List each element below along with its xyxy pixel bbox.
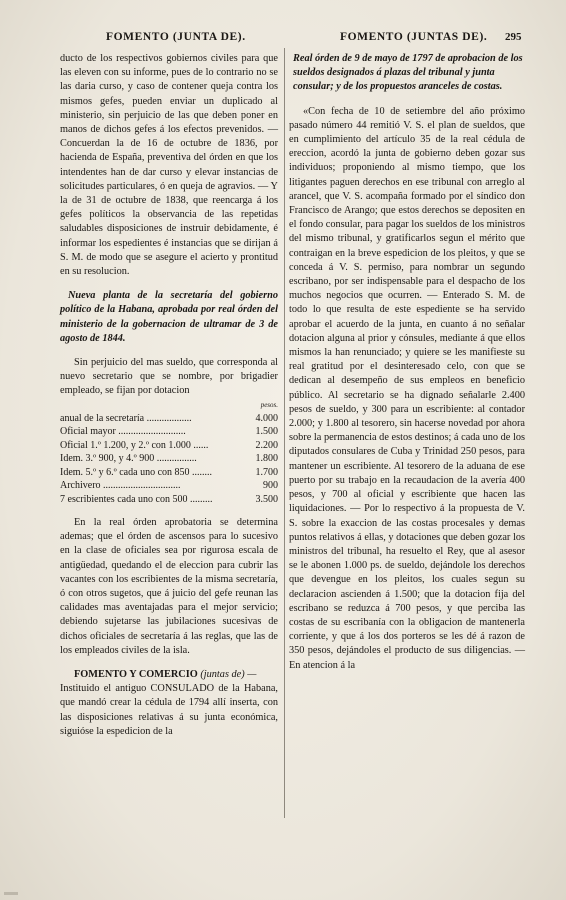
salary-amount: 900	[263, 480, 278, 492]
table-row	[60, 493, 278, 506]
running-header-right: FOMENTO (JUNTAS DE).	[340, 31, 488, 43]
column-divider	[284, 48, 285, 818]
left-section-title: Nueva planta de la secretaría del gobierno político de la Habana, aprobada por real órden del ministerio de la gobernacion de ultramar de 3 de agosto de 1844.	[60, 290, 278, 344]
salary-label: Oficial 1.º 1.200, y 2.º con 1.000 ......	[60, 439, 209, 451]
salary-label: Archivero ...............................	[60, 480, 181, 492]
left-paragraph-2: En la real órden aprobatoria se determina ademas; que el órden de ascensos para lo sucesivo en la clase de oficiales sea por rigurosa escala de antigüedad, quedando el de eleccion para cubrir las vacantes con los escribientes de la misma secretaría, ó con otros sugetos, que á juicio del gefe reunan las calidades mas aventajadas para el mejor servicio; debiendo sujetarse las jubilaciones sucesivas de dichos oficiales de secretaría á las reglas, que las de los empleados civiles de la isla.	[60, 516, 278, 656]
right-paragraph-1: «Con fecha de 10 de setiembre del año próximo pasado número 44 remitió V. S. el plan de sueldos, que en cumplimiento del artículo 35 de la real cédula de ereccion, acordó la junta de gobierno deben gozar sus individuos; proponiendo al mismo tiempo, que los litigantes paguen derechos en ese tribunal con arreglo al arancel, que V. S. acompaña formado por el síndico don Francisco de Arango; que estos derechos se depositen en el fondo consular, para pagar los sueldos de los ministros del mismo tribunal, y gratificarlos segun el mérito que contraigan en la breve espedicion de los pleitos, y que se conceda á V. S. permiso, para nombrar un segundo escribano, por ser indispensable para el despacho de los muchos negocios que ocurren. — Enterado S. M. de todo lo que resulta de este espediente se ha servido aprobar el acuerdo de la junta, en cuanto á no señalar dotacion alguna al prior y cónsules, mediante á que ellos mismos la han renunciado; y quiere se les manifieste su real gratitud por el desinteresado celo, con que se dedican al desempeño de sus empleos en beneficio público. Al secretario se ha dignado señalarle 2.400 pesos de sueldo, y 300 para un escribiente: al contador 2.000; y 1.800 al tesorero, sin hacerse novedad por ahora sobre la permanencia de estos destinos; á cada uno de los diputados consulares de Cuba y Trinidad 250 pesos, para mantener un escribiente. Al tesorero de la aduana de ese puerto por su trabajo en la recaudacion de la avería 400 pesos, y 700 al oficial y escribiente que hacen las liquidaciones. — Por lo respectivo á la propuesta de V. S. sobre la exaccion de las costas procesales y demas puntos relativos á ellas, y dotaciones que deben gozar los ministros del tribunal, ha resuelto el Rey, que al asesor se le abonen 1.000 ps. de sueldo, dejándole los derechos que devengue en los pleitos, los cuales segun su declaracion ascienden á 1.500; que la dotacion fija del escribano se reduzca á 700 pesos, y que perciba las costas de su escribanía con la obligacion de mantenerla corriente, y que á los dos porteros se les dé á razon de 350 pesos, dejándoles el producto de sus diligencias. — En atencion á la	[289, 105, 525, 671]
salary-amount: 2.200	[255, 439, 278, 451]
left-paragraph-1: ducto de los respectivos gobiernos civiles para que las eleven con su informe, pues de lo contrario no se las daria curso, y caso de contener queja contra los mismos gefes, pueden enviar un duplicado al ministerio, sin perjuicio de las que deben poner en manos de dichos gefes á los efectos prevenidos. — Concuerdan la de 16 de octubre de 1836, por hacienda de España, preventiva del órden en que los intendentes han de dar curso y elevar instancias de solicitudes particulares, ó en queja de agravios. — Y la de 31 de octubre de 1838, que reencarga á los gefes políticos la observancia de las repetidas saludables disposiciones de instruir debidamente, é informar los espedientes é instancias que se dirijan á S. M. de modo que se asegure el acierto y prontitud en su resolucion.	[60, 53, 278, 278]
running-header-left: FOMENTO (JUNTA DE).	[106, 31, 246, 43]
left-column	[60, 52, 278, 739]
left-paragraph-3: Instituido el antiguo CONSULADO de la Habana, que mandó crear la cédula de 1794 allí inserta, con las disposiciones relativas á su junta económica, siguióse la espedicion de la	[60, 683, 278, 737]
table-row	[60, 425, 278, 438]
right-column	[289, 52, 525, 673]
right-section-title: Real órden de 9 de mayo de 1797 de aprobacion de los sueldos designados á plazas del tribunal y junta consular; y de los propuestos aranceles de costas.	[293, 53, 523, 93]
salary-amount: 1.700	[255, 466, 278, 478]
salary-label: anual de la secretaría ..................	[60, 413, 192, 425]
entry-head-word: FOMENTO Y COMERCIO	[74, 668, 198, 680]
entry-heading	[60, 668, 278, 682]
table-row	[60, 452, 278, 465]
page-number: 295	[505, 31, 522, 43]
salary-amount: 3.500	[255, 493, 278, 505]
table-row	[60, 479, 278, 492]
salary-amount: 4.000	[255, 413, 278, 425]
unit-label: pesos.	[260, 400, 278, 409]
salary-label: Idem. 5.º y 6.º cada uno con 850 ........	[60, 466, 213, 478]
entry-head-tail: (juntas de) —	[200, 668, 257, 680]
salary-table	[60, 399, 278, 506]
table-row	[60, 466, 278, 479]
salary-intro: Sin perjuicio del mas sueldo, que corresponda al nuevo secretario que se nombre, por brigadier empleado, se fijan por dotacion	[60, 357, 278, 397]
salary-label: Idem. 3.º 900, y 4.º 900 ................	[60, 453, 197, 465]
scan-mark	[4, 892, 18, 895]
table-row	[60, 399, 278, 412]
salary-amount: 1.800	[255, 453, 278, 465]
table-row	[60, 439, 278, 452]
table-row	[60, 412, 278, 425]
salary-label: Oficial mayor ...........................	[60, 426, 186, 438]
salary-label: 7 escribientes cada uno con 500 .........	[60, 493, 213, 505]
salary-amount: 1.500	[255, 426, 278, 438]
